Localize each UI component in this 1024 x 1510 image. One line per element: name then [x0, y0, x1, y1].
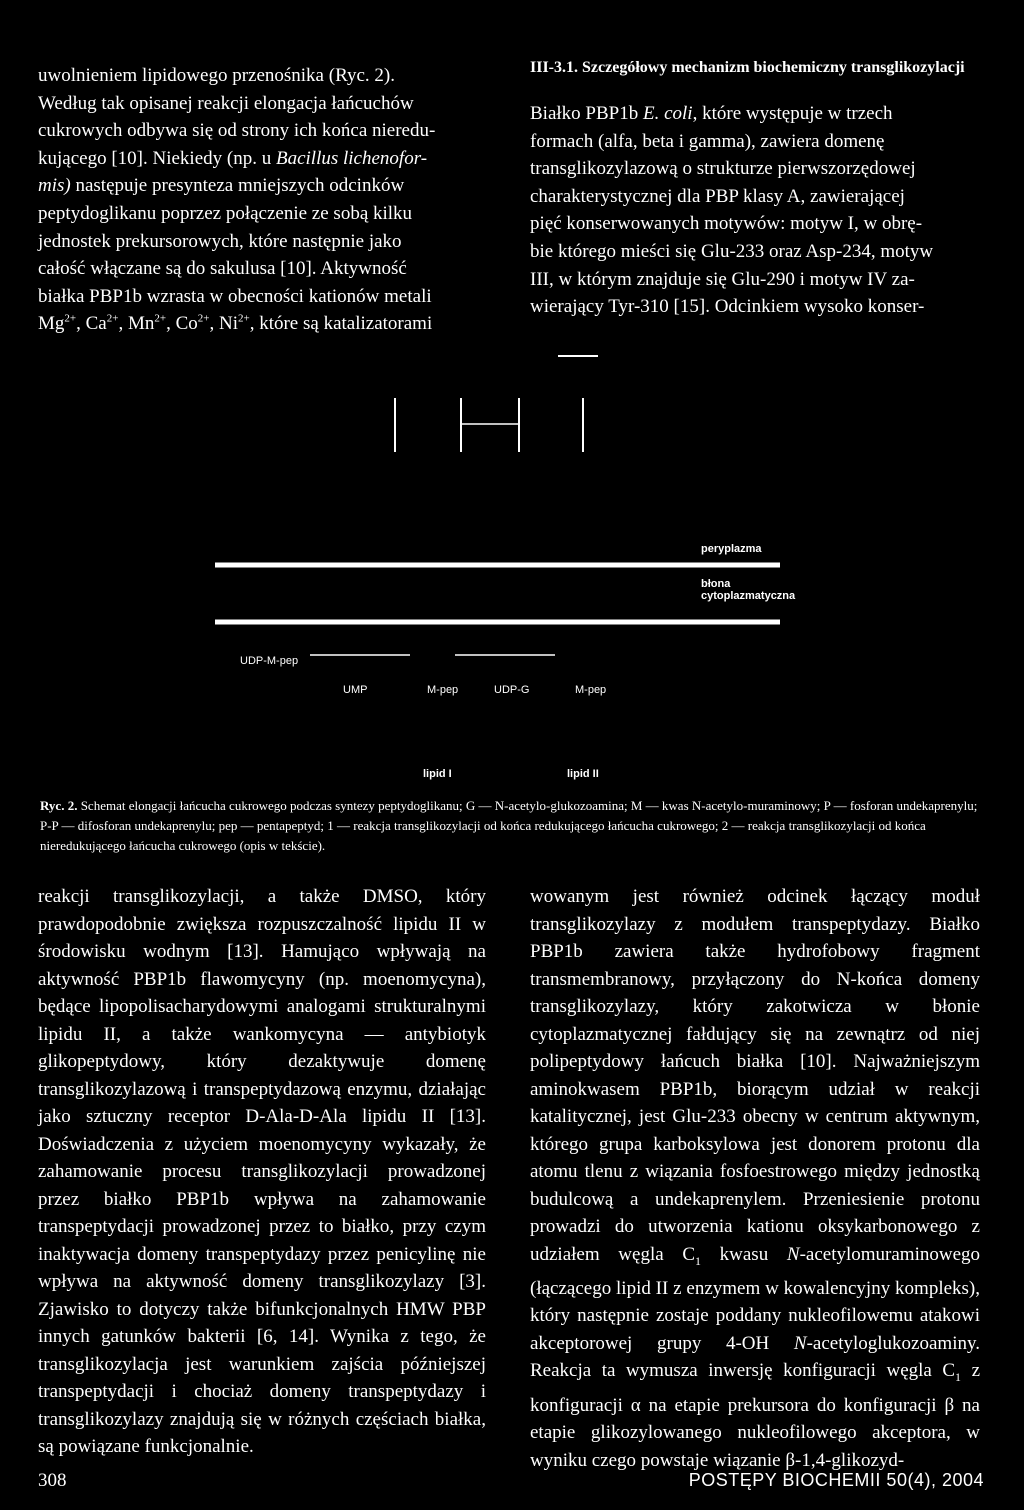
caption-text: Schemat elongacji łańcucha cukrowego podczas syntezy peptydoglikanu; G — N-acetylo-glukozoamina; M — kwas N-acetylo-muraminowy; P — fosforan undekaprenylu; P-P — difosforan undekaprenylu; pep — pentapeptyd; 1 — reakcja transglikozylacji od końca redukującego łańcucha cukrowego; 2 — reakcja transglikozylacji od końca nieredukującego łańcucha cukrowego (opis w tekście). — [40, 798, 978, 853]
charge-superscript: 2+ — [64, 313, 77, 326]
ion-symbol: , Mn — [118, 313, 155, 335]
paragraph — [530, 883, 980, 1474]
charge-superscript: 2+ — [237, 313, 250, 326]
text-run: -acetylomuraminowego (łączącego lipid II z enzymem w kowalencyjny kompleks), który następnie zostaje poddany nukleofilowemu atakowi akceptorowej grupy 4-OH — [530, 1243, 980, 1354]
text-line: jednostek prekursorowych, które następnie jako — [38, 230, 402, 252]
figure-caption — [40, 796, 984, 856]
label-periplasm: peryplazma — [701, 543, 762, 555]
label-lipid-1: lipid I — [423, 768, 452, 780]
journal-title: POSTĘPY BIOCHEMII 50(4), 2004 — [688, 1470, 984, 1490]
text-run: wowanym jest również odcinek łączący moduł transglikozylazy z modułem transpeptydazy. Białko PBP1b zawiera także hydrofobowy fragment transmembranowy, przyłączony do N-końca domeny transglikozylazy, który zakotwicza w błonie cytoplazmatycznej fałdujący się na zewnątrz od niej polipeptydowy łańcuch białka [10]. Najważniejszym aminokwasem PBP1b, biorącym udział w reakcji katalitycznej, jest Glu-233 obecny w centrum aktywnym, którego grupa karboksylowa jest donorem protonu dla atomu tlenu z wiązania fosfoestrowego między jednostką budulcową a undekaprenylem. Przeniesienie protonu prowadzi do utworzenia kationu oksykarbonowego z udziałem węgla C — [530, 886, 980, 1265]
text-run: -acetyloglukozoaminy. Reakcja ta wymusza inwersję konfiguracji węgla C — [530, 1332, 980, 1382]
text-line: III, w którym znajduje się Glu-290 i motyw IV za- — [530, 268, 915, 290]
text-line: transglikozylazową o strukturze pierwszorzędowej — [530, 158, 916, 180]
text-column-bottom-left — [38, 883, 486, 1461]
text-line: wierający Tyr-310 [15]. Odcinkiem wysoko konser- — [530, 296, 925, 318]
paragraph: reakcji transglikozylacji, a także DMSO, który prawdopodobnie zwiększa rozpuszczalność lipidu II w środowisku wodnym [13]. Hamująco wpływają na aktywność PBP1b flawomycyny (np. moenomycyna), będące lipopolisacharydowymi analogami strukturalnymi lipidu II, a także wankomycyna — antybiotyk glikopeptydowy, który dezaktywuje domenę transglikozylazową i transpeptydazową enzymu, działając jako sztuczny receptor D-Ala-D-Ala lipidu II [13]. Doświadczenia z użyciem moenomycyny wykazały, że zahamowanie procesu transglikozylacji prowadzonej przez białko PBP1b wpływa na zahamowanie transpeptydacji prowadzonej przez to białko, przy czym inaktywacja domeny transpeptydazy przez penicylinę nie wpływa na aktywność domeny transglikozylazy [3]. Zjawisko to dotyczy także bifunkcjonalnych HMW PBP innych gatunków bakterii [6, 14]. Wynika z tego, że transglikozylacja jest warunkiem zajścia późniejszej transpeptydacji i chociaż domeny transpeptydazy i transglikozylazy znajdują się w różnych częściach białka, są powiązane funkcjonalnie. — [38, 886, 486, 1457]
text-line: następuje presynteza mniejszych odcinków — [70, 175, 405, 197]
italic-letter: N — [793, 1332, 807, 1354]
text-column-bottom-right — [530, 883, 980, 1474]
text-line: peptydoglikanu poprzez połączenie ze sobą kilku — [38, 202, 413, 224]
page-number: 308 — [38, 1470, 67, 1491]
label-m-pep: M-pep — [427, 684, 459, 696]
charge-superscript: 2+ — [106, 313, 119, 326]
label-m-pep: M-pep — [575, 684, 607, 696]
italic-letter: N — [786, 1243, 800, 1265]
italic-species: Bacillus lichenofor- — [275, 147, 428, 169]
text-line: cukrowych odbywa się od strony ich końca nieredu- — [38, 120, 436, 142]
text-line: , które są katalizatorami — [249, 313, 433, 335]
label-membrane: cytoplazmatyczna — [701, 590, 796, 602]
text-line: formach (alfa, beta i gamma), zawiera domenę — [530, 130, 885, 152]
text-line: , które występuje w trzech — [692, 103, 893, 124]
section-heading: III-3.1. Szczegółowy mechanizm biochemiczny transglikozylacji — [530, 59, 965, 76]
ion-symbol: , Co — [166, 313, 198, 335]
label-ump: UMP — [343, 684, 368, 696]
ion-symbol: Mg — [38, 313, 65, 335]
text-line: białka PBP1b wzrasta w obecności kationów metali — [38, 285, 432, 307]
text-line: Białko PBP1b — [530, 103, 643, 124]
charge-superscript: 2+ — [154, 313, 167, 326]
text-run: z konfiguracji α na etapie prekursora do konfiguracji β na etapie glikozylowanego nukleofilowego akceptora, w wyniku czego powstaje wiązanie β-1,4-glikozyd- — [530, 1360, 981, 1471]
label-udp-g: UDP-G — [494, 684, 530, 696]
text-run: kwasu — [701, 1243, 787, 1265]
caption-label: Ryc. 2. — [40, 798, 78, 813]
subscript: 1 — [695, 1253, 701, 1268]
label-membrane: błona — [701, 578, 731, 590]
text-line: pięć konserwowanych motywów: motyw I, w obrę- — [530, 213, 923, 235]
label-lipid-2: lipid II — [567, 768, 599, 780]
text-line: Według tak opisanej reakcji elongacja łańcuchów — [38, 92, 414, 114]
text-line: uwolnieniem lipidowego przenośnika (Ryc. 2). — [38, 65, 395, 86]
ion-symbol: , Ca — [76, 313, 107, 335]
italic-species: E. coli — [642, 103, 693, 124]
charge-superscript: 2+ — [197, 313, 210, 326]
text-line: całość włączane są do sakulusa [10]. Aktywność — [38, 258, 407, 280]
italic-species: mis) — [38, 175, 71, 197]
text-line: bie którego mieści się Glu-233 oraz Asp-234, motyw — [530, 240, 934, 262]
text-line: charakterystycznej dla PBP klasy A, zawierającej — [530, 185, 905, 207]
label-udp-m-pep: UDP-M-pep — [240, 655, 299, 667]
text-line: kującego [10]. Niekiedy (np. u — [38, 147, 276, 169]
subscript: 1 — [955, 1370, 962, 1385]
ion-symbol: , Ni — [209, 313, 238, 335]
